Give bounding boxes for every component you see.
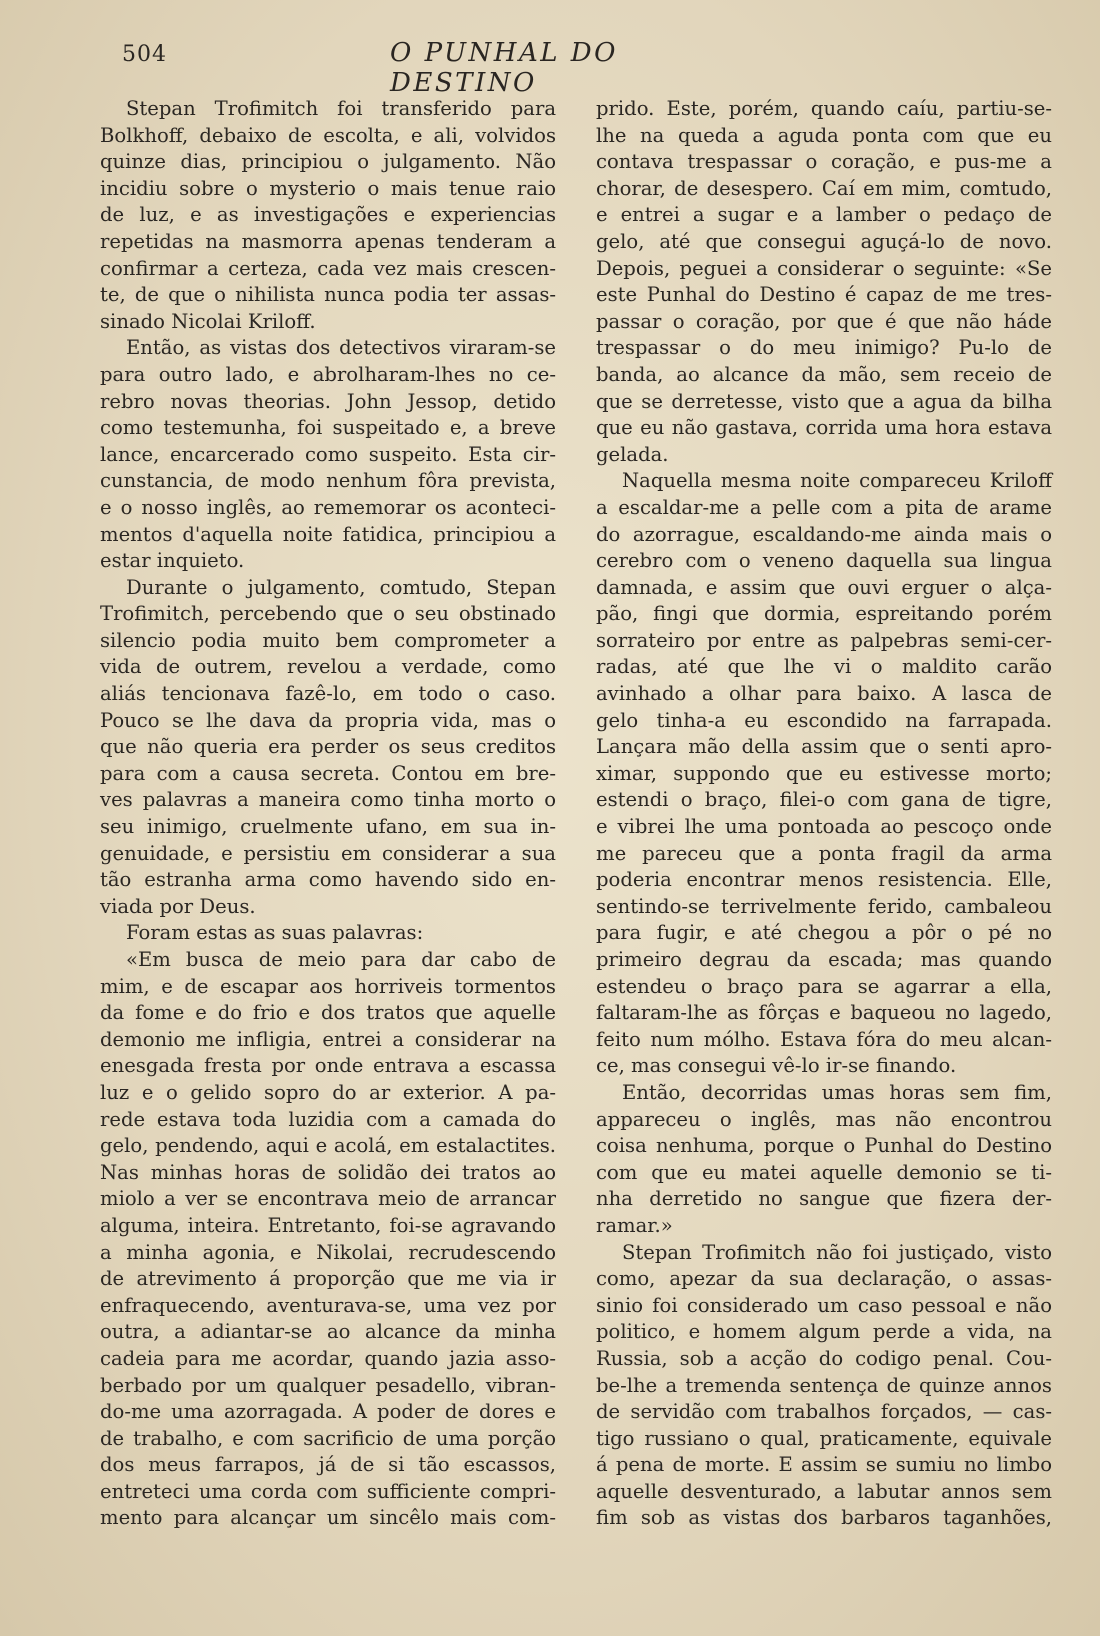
text-line: sorrateiro por entre as palpebras semi-cer-: [596, 628, 1052, 652]
running-title: O PUNHAL DO DESTINO: [390, 38, 618, 98]
text-line: para fugir, e até chegou a pôr o pé no: [596, 921, 1052, 945]
text-line: cunstancia, de modo nenhum fôra prevista,: [100, 469, 556, 493]
text-line: luz e o gelido sopro do ar exterior. A pa-: [100, 1080, 556, 1104]
text-line: incidiu sobre o mysterio o mais tenue raio: [100, 176, 556, 200]
text-line: Lançara mão della assim que o senti apro-: [596, 735, 1052, 759]
text-line: a escaldar-me a pelle com a pita de arame: [596, 495, 1052, 519]
text-line: entreteci uma corda com sufficiente compri-: [100, 1479, 556, 1503]
text-line: radas, até que lhe vi o maldito carão: [596, 655, 1052, 679]
text-line: e vibrei lhe uma pontoada ao pescoço onde: [596, 815, 1052, 839]
text-line: Foram estas as suas palavras:: [126, 921, 424, 945]
text-line: do-me uma azorragada. A poder de dores e: [100, 1400, 556, 1424]
text-line: e entrei a sugar e a lamber o pedaço de: [596, 203, 1052, 227]
text-line: prido. Este, porém, quando caíu, partiu-se-: [596, 97, 1052, 120]
right-text-column: [596, 96, 1052, 1532]
text-line: sinio foi considerado um caso pessoal e não: [596, 1293, 1052, 1317]
text-line: Naquella mesma noite compareceu Kriloff: [622, 469, 1052, 493]
text-line: de trabalho, e com sacrificio de uma porção: [100, 1426, 556, 1450]
text-line: contava trespassar o coração, e pus-me a: [596, 150, 1052, 174]
text-line: que não queria era perder os seus creditos: [100, 735, 556, 759]
text-line: lance, encarcerado como suspeito. Esta cir-: [100, 442, 556, 466]
text-line: viada por Deus.: [100, 894, 256, 918]
text-line: te, de que o nihilista nunca podia ter assas-: [100, 283, 556, 307]
text-line: cadeia para me acordar, quando jazia asso-: [100, 1346, 556, 1370]
page-header: [122, 38, 762, 98]
text-line: fim sob as vistas dos barbaros taganhões,: [596, 1506, 1052, 1530]
left-text-column: [100, 96, 556, 1532]
text-line: de servidão com trabalhos forçados, — cas-: [596, 1400, 1052, 1424]
text-line: Então, decorridas umas horas sem fim,: [622, 1080, 1052, 1104]
text-line: a minha agonia, e Nikolai, recrudescendo: [100, 1240, 556, 1264]
text-line: politico, e homem algum perde a vida, na: [596, 1320, 1052, 1344]
text-line: sentindo-se terrivelmente ferido, cambaleou: [596, 894, 1052, 918]
text-line: appareceu o inglês, mas não encontrou: [596, 1107, 1052, 1131]
text-line: rede estava toda luzidia com a camada do: [100, 1107, 556, 1131]
text-line: como, apezar da sua declaração, o assas-: [596, 1267, 1052, 1291]
text-line: miolo a ver se encontrava meio de arrancar: [100, 1187, 556, 1211]
text-line: pão, fingi que dormia, espreitando porém: [596, 602, 1052, 626]
text-line: enfraquecendo, aventurava-se, uma vez por: [100, 1293, 556, 1317]
text-line: sinado Nicolai Kriloff.: [100, 309, 316, 333]
text-line: aliás tencionava fazê-lo, em todo o caso.: [100, 682, 556, 706]
text-line: este Punhal do Destino é capaz de me tres-: [596, 283, 1052, 307]
text-line: á pena de morte. E assim se sumiu no limbo: [596, 1453, 1052, 1477]
text-line: seu inimigo, cruelmente ufano, em sua in-: [100, 815, 556, 839]
text-line: gelo, até que consegui aguçá-lo de novo.: [596, 229, 1052, 253]
text-line: gelo tinha-a eu escondido na farrapada.: [596, 708, 1052, 732]
text-line: de atrevimento á proporção que me via ir: [100, 1267, 556, 1291]
text-line: para outro lado, e abrolharam-lhes no ce-: [100, 362, 556, 386]
text-line: repetidas na masmorra apenas tenderam a: [100, 229, 556, 253]
text-line: Pouco se lhe dava da propria vida, mas o: [100, 708, 556, 732]
text-line: avinhado a olhar para baixo. A lasca de: [596, 682, 1052, 706]
text-line: Durante o julgamento, comtudo, Stepan: [126, 575, 556, 599]
text-line: Então, as vistas dos detectivos viraram-se: [126, 336, 556, 360]
text-line: aquelle desventurado, a labutar annos sem: [596, 1479, 1052, 1503]
text-line: nha derretido no sangue que fizera der-: [596, 1187, 1052, 1211]
text-line: poderia encontrar menos resistencia. Elle,: [596, 868, 1052, 892]
text-line: mentos d'aquella noite fatidica, principiou a: [100, 522, 556, 546]
text-line: damnada, e assim que ouvi erguer o alça-: [596, 575, 1052, 599]
text-line: ves palavras a maneira como tinha morto o: [100, 788, 556, 812]
text-line: me pareceu que a ponta fragil da arma: [596, 841, 1052, 865]
text-line: mim, e de escapar aos horriveis tormentos: [100, 974, 556, 998]
text-line: cerebro com o veneno daquella sua lingua: [596, 549, 1052, 573]
text-line: «Em busca de meio para dar cabo de: [126, 948, 556, 971]
text-line: vida de outrem, revelou a verdade, como: [100, 655, 556, 679]
text-line: feito num mólho. Estava fóra do meu alcan-: [596, 1027, 1052, 1051]
text-line: primeiro degrau da escada; mas quando: [596, 948, 1052, 971]
text-line: para com a causa secreta. Contou em bre-: [100, 761, 556, 785]
text-line: tigo russiano o qual, praticamente, equivale: [596, 1426, 1052, 1450]
text-line: ramar.»: [596, 1213, 673, 1237]
text-line: da fome e do frio e dos tratos que aquelle: [100, 1001, 556, 1025]
text-line: enesgada fresta por onde entrava a escassa: [100, 1054, 556, 1078]
text-line: alguma, inteira. Entretanto, foi-se agravando: [100, 1213, 556, 1237]
text-line: ce, mas consegui vê-lo ir-se finando.: [596, 1054, 957, 1078]
text-line: confirmar a certeza, cada vez mais crescen-: [100, 256, 556, 280]
text-line: genuidade, e persistiu em considerar a sua: [100, 841, 556, 865]
text-line: coisa nenhuma, porque o Punhal do Destino: [596, 1134, 1052, 1158]
text-line: Nas minhas horas de solidão dei tratos ao: [100, 1160, 556, 1184]
text-line: be-lhe a tremenda sentença de quinze annos: [596, 1373, 1052, 1397]
text-line: Depois, peguei a considerar o seguinte: «Se: [596, 256, 1052, 280]
text-line: rebro novas theorias. John Jessop, detido: [100, 389, 556, 413]
text-line: tão estranha arma como havendo sido en-: [100, 868, 556, 892]
text-line: com que eu matei aquelle demonio se ti-: [596, 1160, 1052, 1184]
text-line: faltaram-lhe as fôrças e baqueou no lagedo,: [596, 1001, 1052, 1025]
text-line: dos meus farrapos, já de si tão escassos,: [100, 1453, 556, 1477]
text-line: demonio me infligia, entrei a considerar na: [100, 1027, 556, 1051]
text-line: Russia, sob a acção do codigo penal. Cou-: [596, 1346, 1052, 1370]
text-line: trespassar o do meu inimigo? Pu-lo de: [596, 336, 1052, 360]
text-line: outra, a adiantar-se ao alcance da minha: [100, 1320, 556, 1344]
text-line: Stepan Trofimitch foi transferido para: [126, 97, 556, 120]
text-line: estendeu o braço para se agarrar a ella,: [596, 974, 1052, 998]
text-line: chorar, de desespero. Caí em mim, comtudo,: [596, 176, 1052, 200]
text-line: lhe na queda a aguda ponta com que eu: [596, 123, 1052, 147]
text-line: quinze dias, principiou o julgamento. Não: [100, 150, 556, 174]
text-line: Bolkhoff, debaixo de escolta, e ali, volvidos: [100, 123, 556, 147]
text-line: que se derretesse, visto que a agua da bilha: [596, 389, 1052, 413]
text-line: de luz, e as investigações e experiencias: [100, 203, 556, 227]
text-line: como testemunha, foi suspeitado e, a breve: [100, 416, 556, 440]
page-number: 504: [122, 42, 167, 67]
text-line: gelo, pendendo, aqui e acolá, em estalactites.: [100, 1134, 556, 1158]
text-line: estendi o braço, filei-o com gana de tigre,: [596, 788, 1052, 812]
text-line: e o nosso inglês, ao rememorar os aconteci-: [100, 495, 556, 519]
text-line: passar o coração, por que é que não háde: [596, 309, 1052, 333]
text-line: berbado por um qualquer pesadello, vibran-: [100, 1373, 556, 1397]
text-line: banda, ao alcance da mão, sem receio de: [596, 362, 1052, 386]
text-line: ximar, suppondo que eu estivesse morto;: [596, 761, 1052, 785]
text-line: silencio podia muito bem comprometer a: [100, 628, 556, 652]
text-line: Trofimitch, percebendo que o seu obstinado: [100, 602, 556, 626]
text-line: Stepan Trofimitch não foi justiçado, visto: [622, 1240, 1052, 1264]
text-line: mento para alcançar um sincêlo mais com-: [100, 1506, 556, 1530]
text-line: gelada.: [596, 442, 669, 466]
text-line: estar inquieto.: [100, 549, 245, 573]
text-line: que eu não gastava, corrida uma hora estava: [596, 416, 1052, 440]
text-line: do azorrague, escaldando-me ainda mais o: [596, 522, 1052, 546]
